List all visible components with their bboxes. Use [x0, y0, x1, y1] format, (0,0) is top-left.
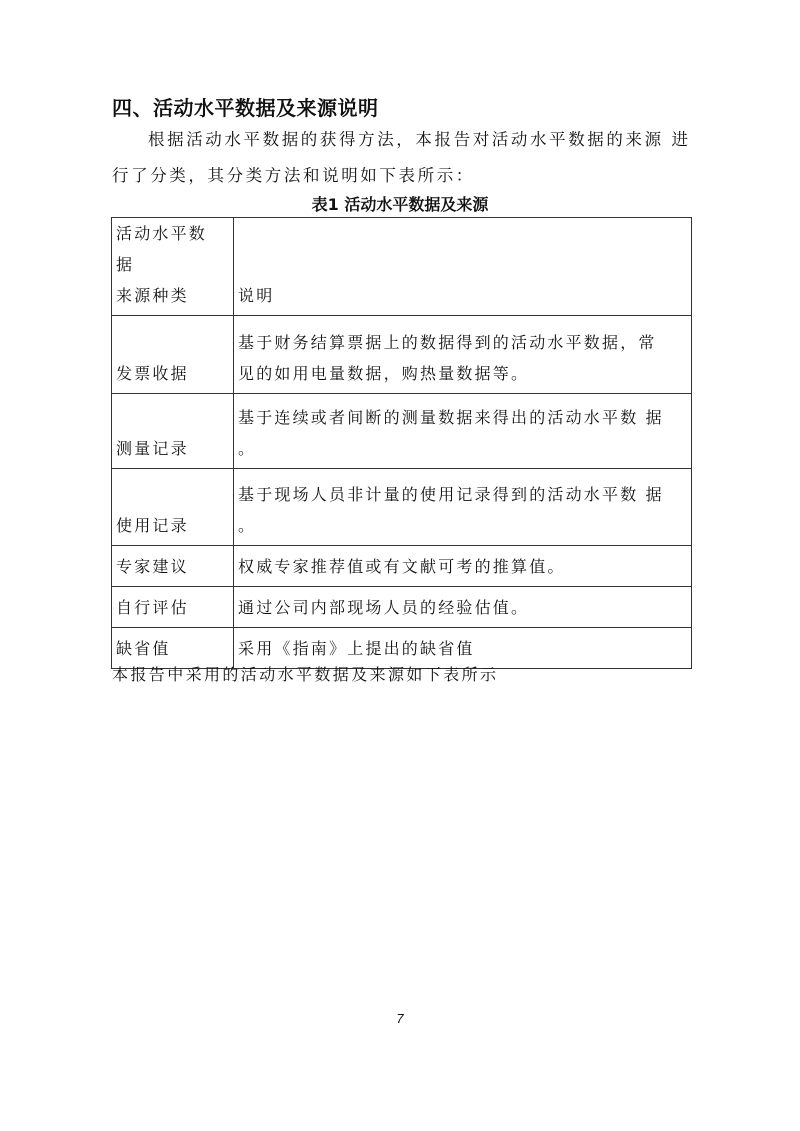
cell-desc: 基于现场人员非计量的使用记录得到的活动水平数 据 。 [234, 469, 692, 546]
cell-desc: 采用《指南》上提出的缺省值 [234, 628, 692, 669]
cell-type: 自行评估 [112, 587, 234, 628]
closing-paragraph: 本报告中采用的活动水平数据及来源如下表所示 [112, 665, 499, 684]
cell-type: 缺省值 [112, 628, 234, 669]
table-caption: 表1 活动水平数据及来源 [311, 195, 489, 214]
cell-type: 发票收据 [112, 316, 234, 394]
cell-desc: 基于财务结算票据上的数据得到的活动水平数据，常 见的如用电量数据，购热量数据等。 [234, 316, 692, 394]
header-description: 说明 [234, 218, 692, 316]
table-row [112, 394, 692, 469]
cell-desc: 基于连续或者间断的测量数据来得出的活动水平数 据 。 [234, 394, 692, 469]
table-row [112, 628, 692, 669]
intro-line-1: 根据活动水平数据的获得方法，本报告对活动水平数据的来源 进 [148, 130, 691, 149]
table-row [112, 546, 692, 587]
page-number: 7 [396, 1011, 404, 1026]
table-header-row [112, 218, 692, 316]
table-row [112, 469, 692, 546]
intro-paragraph [112, 122, 692, 194]
section-heading: 四、活动水平数据及来源说明 [112, 96, 379, 120]
cell-desc: 通过公司内部现场人员的经验估值。 [234, 587, 692, 628]
cell-type: 测量记录 [112, 394, 234, 469]
header-source-type: 活动水平数 据 来源种类 [112, 218, 234, 316]
activity-data-source-table [111, 217, 692, 669]
table-row [112, 587, 692, 628]
intro-line-2: 行了分类，其分类方法和说明如下表所示： [112, 166, 475, 185]
table-row [112, 316, 692, 394]
cell-type: 专家建议 [112, 546, 234, 587]
cell-desc: 权威专家推荐值或有文献可考的推算值。 [234, 546, 692, 587]
cell-type: 使用记录 [112, 469, 234, 546]
